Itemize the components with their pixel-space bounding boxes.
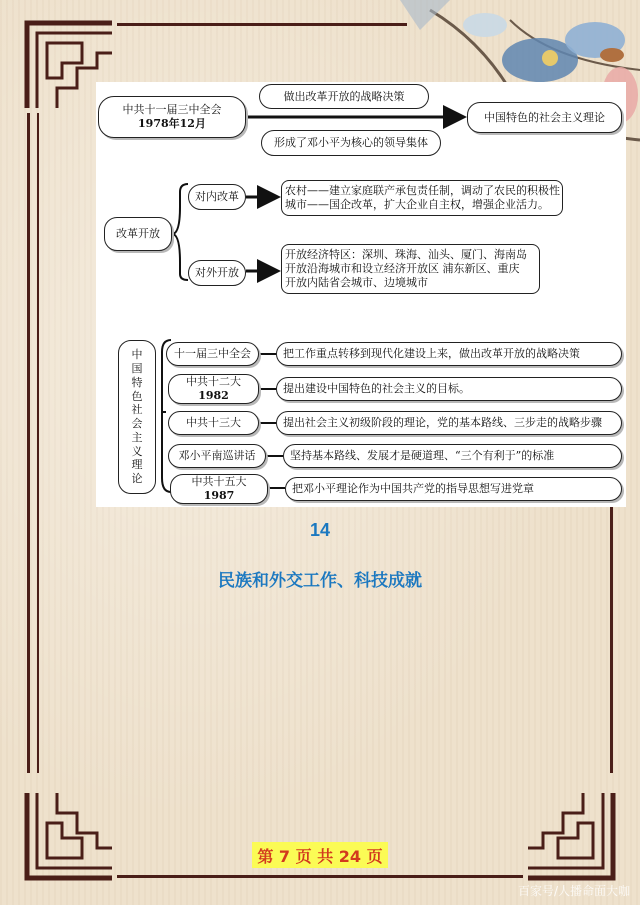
event-detail: 把邓小平理论作为中国共产党的指导思想写进党章 (292, 482, 534, 496)
theory-root-char: 色 (131, 389, 143, 403)
external-detail-line: 开放经济特区：深圳、珠海、汕头、厦门、海南岛 (285, 248, 527, 262)
event-label: 中共十三大 (186, 416, 241, 430)
theory-root-char: 社 (131, 403, 143, 417)
origin-line2: 1978年12月 (138, 117, 206, 130)
page-number-label: 第 7 页 共 24 页 (252, 842, 388, 868)
leadership-text: 形成了邓小平为核心的领导集体 (274, 136, 428, 150)
theory-root-char: 理 (131, 458, 143, 472)
event-detail: 提出建设中国特色的社会主义的目标。 (283, 382, 470, 396)
result-box (467, 102, 622, 133)
event-detail: 提出社会主义初级阶段的理论，党的基本路线、三步走的战略步骤 (283, 416, 602, 430)
event-detail-box (276, 377, 622, 401)
corner-frame-bottom-left (22, 788, 117, 883)
internal-reform-text: 对内改革 (195, 190, 239, 204)
theory-root-char: 会 (131, 417, 143, 430)
event-detail: 坚持基本路线、发展才是硬道理、“三个有利于”的标准 (290, 449, 555, 463)
event-label: 十一届三中全会 (174, 347, 251, 361)
frame-top-line (117, 23, 407, 26)
event-detail-box (285, 477, 622, 501)
event-year: 1982 (198, 389, 229, 402)
theory-root-char: 特 (131, 375, 143, 389)
external-open-text: 对外开放 (195, 266, 239, 280)
watermark-text: 百家号/人播命面大咖 (517, 884, 630, 898)
event-label: 中共十五大 (191, 475, 247, 489)
reform-root-text: 改革开放 (116, 227, 160, 241)
external-detail-box (281, 244, 540, 294)
result-text: 中国特色的社会主义理论 (484, 110, 605, 124)
reform-root-box (104, 217, 172, 251)
section-number: 14 (309, 520, 331, 540)
origin-box (98, 96, 246, 138)
diagram-panel (96, 82, 626, 507)
theory-root-char: 义 (131, 444, 143, 458)
leadership-box (261, 130, 441, 156)
event-label-box (168, 444, 266, 468)
theory-root-char: 中 (131, 348, 143, 362)
theory-root-char: 主 (131, 430, 143, 444)
frame-left-line (27, 113, 30, 773)
internal-detail-box (281, 180, 563, 216)
theory-root-char: 论 (131, 472, 143, 485)
event-detail: 把工作重点转移到现代化建设上来，做出改革开放的战略决策 (283, 347, 580, 361)
event-detail-box (283, 444, 622, 468)
event-detail-box (276, 342, 622, 366)
external-open-box (188, 260, 246, 286)
theory-root-char: 国 (131, 362, 143, 375)
corner-frame-bottom-right (523, 788, 618, 883)
internal-detail-line: 农村——建立家庭联产承包责任制，调动了农民的积极性 (285, 184, 560, 198)
decision-text: 做出改革开放的战略决策 (283, 89, 405, 103)
event-label-box (168, 411, 259, 435)
origin-line1: 中共十一届三中全会 (122, 103, 222, 117)
internal-reform-box (188, 184, 246, 210)
frame-left-line-inner (37, 113, 39, 773)
event-label: 邓小平南巡讲话 (178, 449, 256, 463)
event-label-box (166, 342, 259, 366)
frame-bottom-line (117, 875, 523, 878)
internal-detail-line: 城市——国企改革，扩大企业自主权，增强企业活力。 (285, 198, 549, 211)
event-detail-box (276, 411, 622, 435)
section-title: 民族和外交工作、科技成就 (218, 571, 422, 591)
decision-box (259, 84, 429, 109)
external-detail-line: 开放沿海城市和设立经济开放区 浦东新区、重庆 (285, 262, 520, 276)
event-year: 1987 (203, 489, 235, 502)
event-label: 中共十二大 (186, 375, 241, 389)
event-label-box (168, 374, 259, 404)
event-label-box (170, 474, 268, 504)
external-detail-line: 开放内陆省会城市、边境城市 (285, 275, 428, 289)
theory-root-box (118, 340, 156, 494)
